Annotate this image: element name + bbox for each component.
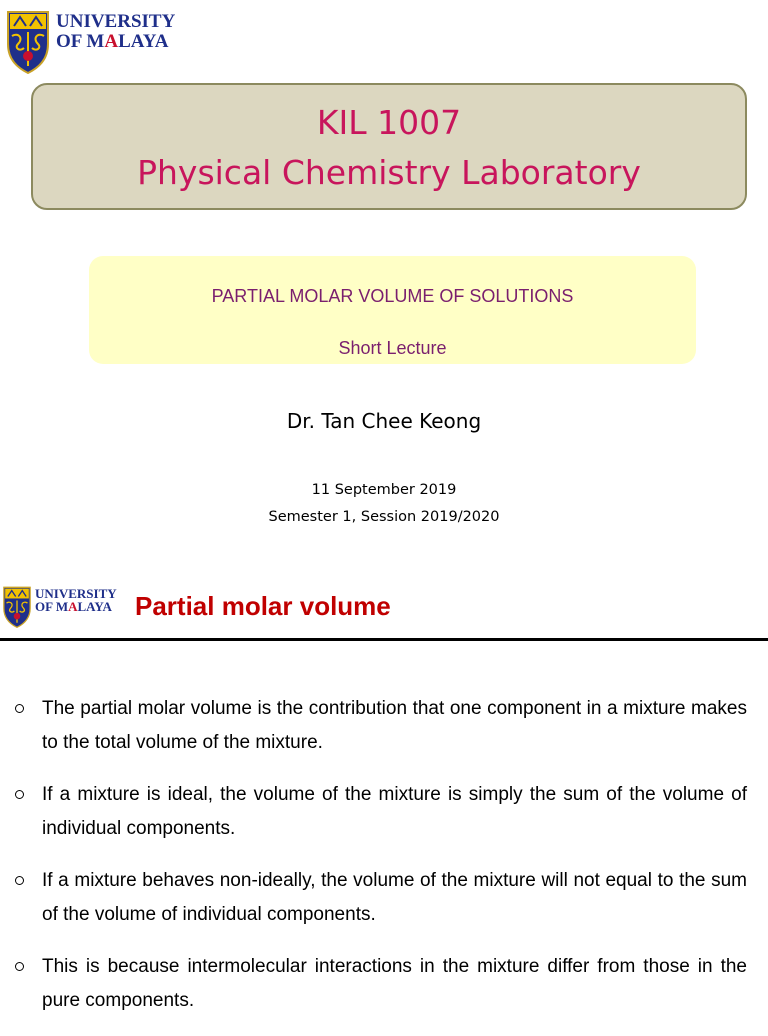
logo-wordmark: [35, 587, 117, 613]
bullet-item: If a mixture behaves non-ideally, the volume of the mixture will not equal to the sum of the volume of individual components.: [0, 864, 768, 932]
logo-wordmark: [56, 12, 175, 52]
slide-title: Partial molar volume: [135, 591, 391, 621]
university-crest-icon: [2, 586, 32, 628]
university-logo: [6, 10, 175, 74]
bullet-item: If a mixture is ideal, the volume of the mixture is simply the sum of the volume of individual components.: [0, 778, 768, 846]
bullet-item: The partial molar volume is the contribution that one component in a mixture makes to the total volume of the mixture.: [0, 692, 768, 760]
lecture-session: Semester 1, Session 2019/2020: [268, 509, 500, 525]
bullet-circle-icon: [15, 790, 24, 799]
lecture-type: Short Lecture: [338, 338, 447, 358]
lecture-info-box: [89, 256, 696, 364]
course-code: KIL 1007: [316, 103, 462, 142]
logo-line-2: OF MALAYA: [35, 599, 112, 614]
course-name: Physical Chemistry Laboratory: [137, 153, 641, 192]
university-logo-small: [2, 586, 117, 628]
lecture-topic: PARTIAL MOLAR VOLUME OF SOLUTIONS: [211, 286, 574, 306]
author-name: Dr. Tan Chee Keong: [286, 409, 482, 433]
logo-line-2: OF MALAYA: [56, 31, 169, 52]
logo-line-1: UNIVERSITY: [56, 11, 176, 32]
lecture-date: 11 September 2019: [311, 482, 457, 498]
bullet-circle-icon: [15, 962, 24, 971]
course-title-box: [31, 83, 747, 210]
bullet-list: [0, 692, 768, 1036]
bullet-circle-icon: [15, 704, 24, 713]
bullet-circle-icon: [15, 876, 24, 885]
university-crest-icon: [6, 10, 50, 74]
logo-line-1: UNIVERSITY: [35, 586, 117, 601]
bullet-item: This is because intermolecular interactions in the mixture differ from those in the pure components.: [0, 950, 768, 1018]
title-divider: [0, 638, 768, 641]
